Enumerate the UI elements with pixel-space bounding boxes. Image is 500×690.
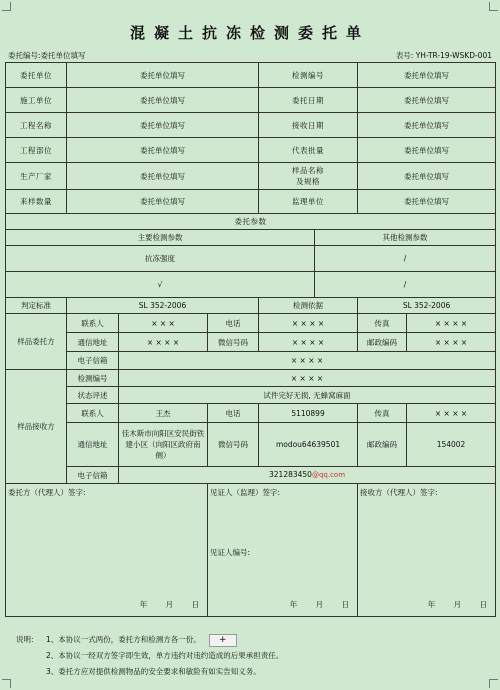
label-receive-date: 接收日期 <box>259 113 358 138</box>
note-row-1 <box>16 632 283 648</box>
form-row <box>6 246 496 272</box>
page-corner-mark <box>2 679 11 688</box>
label-basis: 检测依据 <box>259 298 358 314</box>
value-email-r[interactable] <box>119 467 496 484</box>
notes-lead: 说明: <box>16 635 34 644</box>
value-state[interactable]: 试件完好无损, 无蜂窝麻面 <box>119 387 496 404</box>
label-email: 电子信箱 <box>67 352 119 370</box>
note-3: 3、委托方应对提供检测物品的安全要求和敏险有如实告知义务。 <box>46 667 261 676</box>
form-row <box>6 138 496 163</box>
label-client-party: 样品委托方 <box>6 314 67 370</box>
main-params-header: 主要检测参数 <box>6 230 315 246</box>
param-freeze-strength: 抗冻强度 <box>6 246 315 272</box>
note-row-2 <box>16 648 283 664</box>
value-project[interactable]: 委托单位填写 <box>67 113 259 138</box>
value-batch[interactable]: 委托单位填写 <box>358 138 496 163</box>
label-postcode-r: 邮政编码 <box>358 423 407 467</box>
page-corner-mark <box>2 2 11 11</box>
email-domain: @qq.com <box>311 471 346 479</box>
label-address-r: 通信地址 <box>67 423 119 467</box>
note-1: 1、本协议一式两份，委托方和检测方各一份。 <box>46 635 201 644</box>
value-contact-r[interactable]: 王杰 <box>119 404 208 423</box>
witness-signature-date: 年 月 日 <box>289 600 350 609</box>
form-row <box>6 63 496 88</box>
document-title: 混凝土抗冻检测委托单 <box>129 24 370 42</box>
value-maker[interactable]: 委托单位填写 <box>67 163 259 190</box>
value-judge[interactable]: SL 352-2006 <box>67 298 259 314</box>
value-phone[interactable]: × × × × <box>259 314 358 333</box>
value-test-no-r[interactable]: × × × × <box>119 370 496 387</box>
label-address: 通信地址 <box>67 333 119 352</box>
label-postcode: 邮政编码 <box>358 333 407 352</box>
form-row <box>6 272 496 298</box>
note-row-3 <box>16 664 283 680</box>
label-state: 状态评述 <box>67 387 119 404</box>
label-maker: 生产厂家 <box>6 163 67 190</box>
param-checkmark[interactable]: √ <box>6 272 315 298</box>
label-contact-r: 联系人 <box>67 404 119 423</box>
value-address[interactable]: × × × × <box>119 333 208 352</box>
form-row <box>6 298 496 314</box>
value-client[interactable]: 委托单位填写 <box>67 63 259 88</box>
form-row <box>6 88 496 113</box>
witness-number-label: 见证人编号: <box>210 548 251 557</box>
label-contact: 联系人 <box>67 314 119 333</box>
form-row <box>6 163 496 190</box>
form-row <box>6 230 496 246</box>
form-row <box>6 214 496 230</box>
notes-section <box>16 632 283 680</box>
form-number: 表号: YH-TR-19-WSKD-001 <box>395 51 492 60</box>
value-construction[interactable]: 委托单位填写 <box>67 88 259 113</box>
receiver-signature-label: 接收方（代理人）签字: <box>360 488 438 497</box>
witness-signature-cell[interactable] <box>208 484 358 617</box>
value-fax[interactable]: × × × × <box>407 314 496 333</box>
entrust-form-table <box>5 62 496 617</box>
form-row <box>6 352 496 370</box>
form-row <box>6 190 496 214</box>
value-receive-date[interactable]: 委托单位填写 <box>358 113 496 138</box>
label-judge: 判定标准 <box>6 298 67 314</box>
note-2: 2、本协议一经双方签字即生效，单方违约对违约造成的后果承担责任。 <box>46 651 284 660</box>
label-wechat-r: 微信号码 <box>208 423 259 467</box>
label-sample-qty: 来样数量 <box>6 190 67 214</box>
value-fax-r[interactable]: × × × × <box>407 404 496 423</box>
value-basis[interactable]: SL 352-2006 <box>358 298 496 314</box>
value-email[interactable]: × × × × <box>119 352 496 370</box>
label-phone: 电话 <box>208 314 259 333</box>
client-signature-label: 委托方（代理人）签字: <box>8 488 86 497</box>
params-header: 委托参数 <box>6 214 496 230</box>
label-sample-name: 样品名称 及规格 <box>259 163 358 190</box>
form-row <box>6 423 496 467</box>
value-supervisor[interactable]: 委托单位填写 <box>358 190 496 214</box>
value-postcode[interactable]: × × × × <box>407 333 496 352</box>
label-test-no: 检测编号 <box>259 63 358 88</box>
form-row <box>6 333 496 352</box>
value-postcode-r[interactable]: 154002 <box>407 423 496 467</box>
label-fax: 传真 <box>358 314 407 333</box>
add-row-button[interactable]: + <box>209 634 237 647</box>
form-row <box>6 404 496 423</box>
value-address-r[interactable]: 佳木斯市向阳区安民街铁建小区（向阳区政府南侧） <box>119 423 208 467</box>
receiver-signature-date: 年 月 日 <box>427 600 488 609</box>
page-corner-mark <box>489 679 498 688</box>
witness-signature-label: 见证人（监理）签字: <box>210 488 281 497</box>
value-entrust-date[interactable]: 委托单位填写 <box>358 88 496 113</box>
form-row <box>6 314 496 333</box>
receiver-signature-cell[interactable] <box>358 484 496 617</box>
label-client: 委托单位 <box>6 63 67 88</box>
form-row <box>6 387 496 404</box>
value-sample-qty[interactable]: 委托单位填写 <box>67 190 259 214</box>
form-row <box>6 113 496 138</box>
label-supervisor: 监理单位 <box>259 190 358 214</box>
label-test-no-r: 检测编号 <box>67 370 119 387</box>
label-email-r: 电子信箱 <box>67 467 119 484</box>
page-corner-mark <box>489 2 498 11</box>
value-part[interactable]: 委托单位填写 <box>67 138 259 163</box>
label-phone-r: 电话 <box>208 404 259 423</box>
client-signature-cell[interactable] <box>6 484 208 617</box>
value-test-no[interactable]: 委托单位填写 <box>358 63 496 88</box>
label-project: 工程名称 <box>6 113 67 138</box>
signature-row <box>6 484 496 617</box>
email-local: 321283450 <box>269 470 312 479</box>
label-receiver-party: 样品接收方 <box>6 370 67 484</box>
label-entrust-date: 委托日期 <box>259 88 358 113</box>
form-row <box>6 467 496 484</box>
client-signature-date: 年 月 日 <box>139 600 199 609</box>
label-part: 工程部位 <box>6 138 67 163</box>
value-sample-name[interactable]: 委托单位填写 <box>358 163 496 190</box>
label-wechat: 微信号码 <box>208 333 259 352</box>
other-params-header: 其他检测参数 <box>315 230 496 246</box>
entrust-number: 委托编号:委托单位填写 <box>8 51 86 60</box>
label-construction: 施工单位 <box>6 88 67 113</box>
other-param-value[interactable]: / <box>315 272 496 298</box>
value-phone-r[interactable]: 5110899 <box>259 404 358 423</box>
value-contact[interactable]: × × × <box>119 314 208 333</box>
other-param-value[interactable]: / <box>315 246 496 272</box>
label-fax-r: 传真 <box>358 404 407 423</box>
label-batch: 代表批量 <box>259 138 358 163</box>
value-wechat-r[interactable]: modou64639501 <box>259 423 358 467</box>
form-row <box>6 370 496 387</box>
value-wechat[interactable]: × × × × <box>259 333 358 352</box>
